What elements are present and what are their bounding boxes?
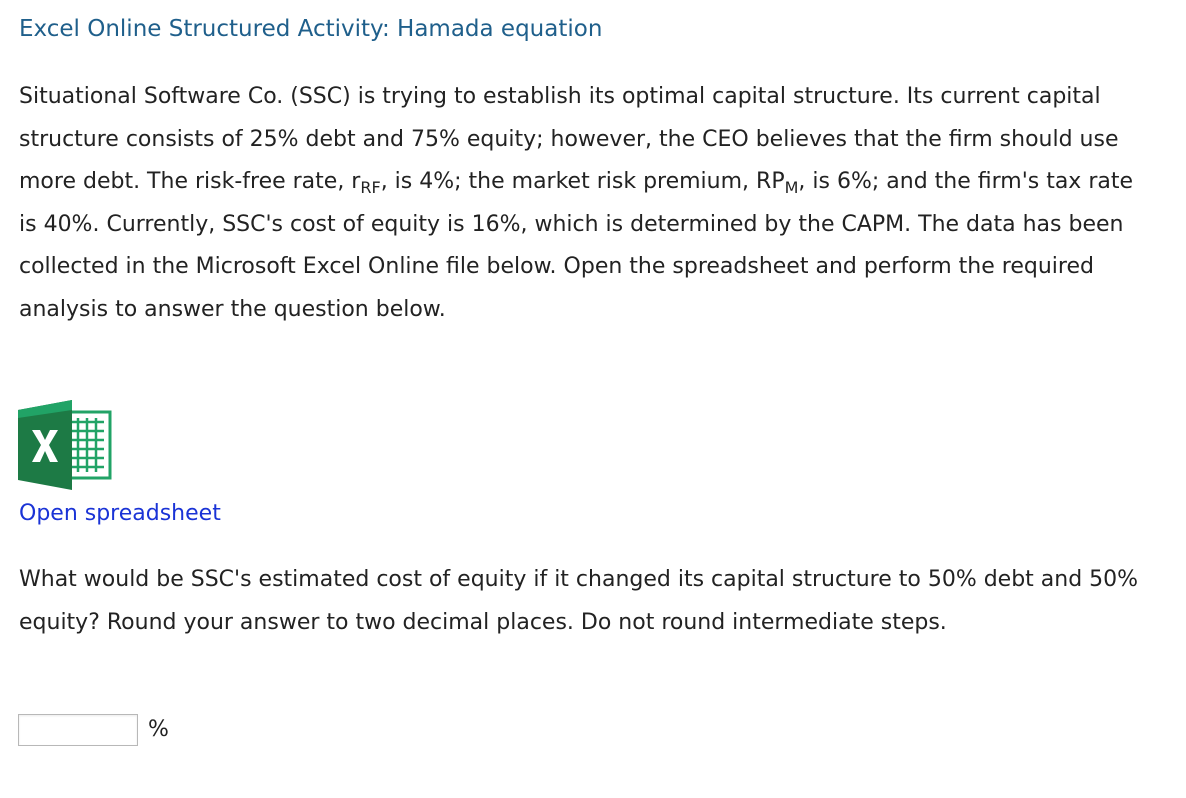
problem-text-part-1: Situational Software Co. (SSC) is trying to establish its optimal capital structure. Its current capital structure consists of 25% debt and 75% equity; however, the CEO believes that the firm should use more debt. The risk-free rate, r	[19, 84, 1119, 194]
problem-text-part-2: , is 4%; the market risk premium, RP	[380, 169, 785, 194]
percent-unit-label: %	[148, 717, 169, 742]
question-text: What would be SSC's estimated cost of equity if it changed its capital structure to 50% debt and 50% equity? Round your answer to two decimal places. Do not round intermediate steps.	[19, 567, 1139, 635]
problem-text-part-3: , is 6%; and the firm's tax rate is 40%. Currently, SSC's cost of equity is 16%, which is determined by the CAPM. The data has been collected in the Microsoft Excel Online file below. Open the spreadsheet and perform the required analysis to answer the question below.	[19, 169, 1134, 322]
m-subscript: M	[784, 178, 799, 197]
problem-statement	[19, 76, 1149, 331]
excel-icon[interactable]	[18, 400, 114, 490]
page-title: Excel Online Structured Activity: Hamada equation	[19, 16, 603, 42]
cost-of-equity-input[interactable]	[18, 714, 138, 746]
rf-subscript: RF	[360, 178, 381, 197]
open-spreadsheet-link[interactable]: Open spreadsheet	[19, 501, 221, 526]
